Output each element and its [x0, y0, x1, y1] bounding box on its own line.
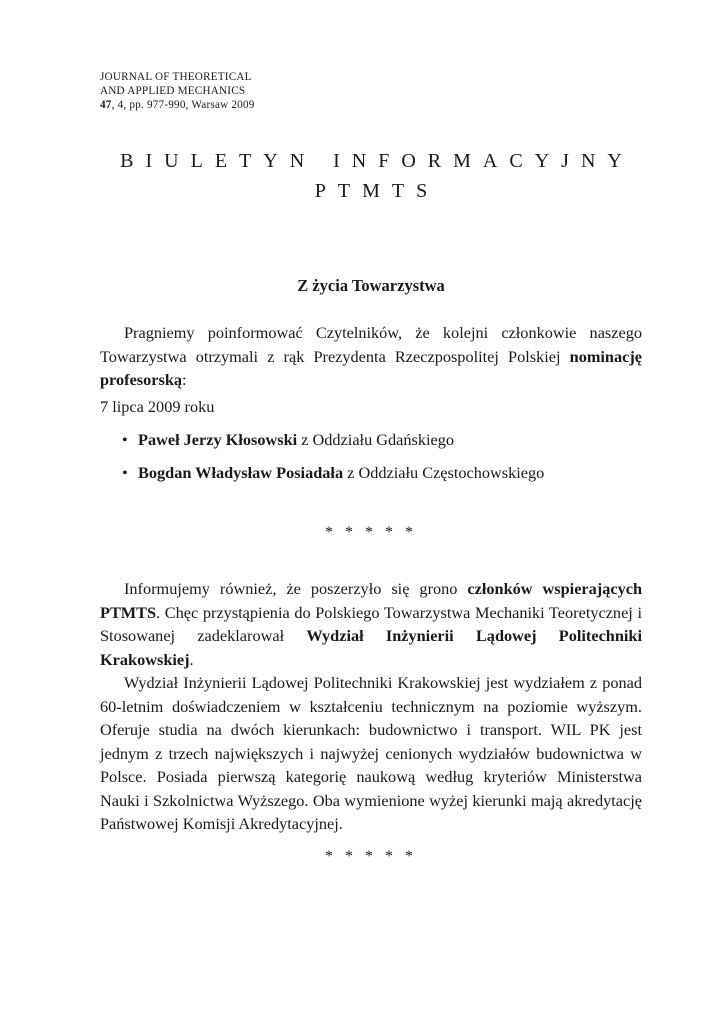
- bullet-icon: •: [122, 462, 128, 482]
- list-item: [122, 428, 642, 452]
- nominee-name: Paweł Jerzy Kłosowski: [138, 430, 298, 449]
- journal-name-line1: JOURNAL OF THEORETICAL: [100, 71, 252, 83]
- paragraph-faculty: Wydział Inżynierii Lądowej Politechniki Krakowskiej jest wydziałem z ponad 60-letnim doświadczeniem w kształceniu technicznym na poziomie wyższym. Oferuje studia na dwóch kierunkach: budownictwo i transport. WIL PK jest jednym z trzech największych i najwyżej cenionych wydziałów budownictwa w Polsce. Posiada pierwszą kategorię naukową według kryteriów Ministerstwa Nauki i Szkolnictwa Wyższego. Oba wymienione wyżej kierunki mają akredytację Państwowej Komisji Akredytacyjnej.: [100, 673, 642, 833]
- document-page: [100, 0, 642, 1024]
- journal-header: [100, 70, 255, 112]
- section-heading: Z życia Towarzystwa: [297, 276, 445, 295]
- journal-volume: 47: [100, 99, 112, 111]
- bulletin-title: [100, 146, 642, 206]
- paragraph-nominations-end: :: [182, 370, 187, 389]
- paragraph-members-text2: . Chęc przystąpienia do Polskiego Towarzystwa Mechaniki Teoretycznej i Stosowanej zadeklarował: [100, 602, 642, 645]
- date-line: 7 lipca 2009 roku: [100, 397, 215, 416]
- paragraph-members-text1: Informujemy również, że poszerzyło się grono: [124, 579, 468, 598]
- nominee-branch: z Oddziału Częstochowskiego: [343, 462, 545, 482]
- nominee-name: Bogdan Władysław Posiadała: [138, 462, 344, 482]
- journal-citation-rest: , 4, pp. 977-990, Warsaw 2009: [111, 99, 255, 111]
- section-separator: * * * * *: [325, 524, 417, 541]
- paragraph-members: [100, 577, 642, 671]
- journal-name-line2: AND APPLIED MECHANICS: [100, 85, 246, 97]
- journal-citation: [100, 98, 255, 112]
- bulletin-title-line2: PTMTS: [314, 180, 440, 202]
- paragraph-members-text3: .: [189, 649, 194, 669]
- paragraph-nominations-text: Pragniemy poinformować Czytelników, że kolejni członkowie naszego Towarzystwa otrzymali z rąk Prezydenta Rzeczpospolitej Polskiej: [100, 323, 642, 366]
- paragraph-members-bold1: członków wspierających PTMTS: [100, 579, 642, 622]
- nominee-branch: z Oddziału Gdańskiego: [297, 430, 455, 449]
- paragraph-nominations-bold: nominację profesorską: [100, 346, 642, 389]
- section-separator: * * * * *: [325, 848, 417, 865]
- paragraph-members-bold2: Wydział Inżynierii Lądowej Politechniki Krakowskiej: [100, 626, 643, 669]
- paragraph-nominations: [100, 321, 642, 392]
- bulletin-title-line1: BIULETYN INFORMACYJNY: [120, 150, 634, 172]
- list-item: [122, 461, 642, 485]
- bullet-icon: •: [122, 430, 128, 449]
- nominee-list: [122, 428, 642, 493]
